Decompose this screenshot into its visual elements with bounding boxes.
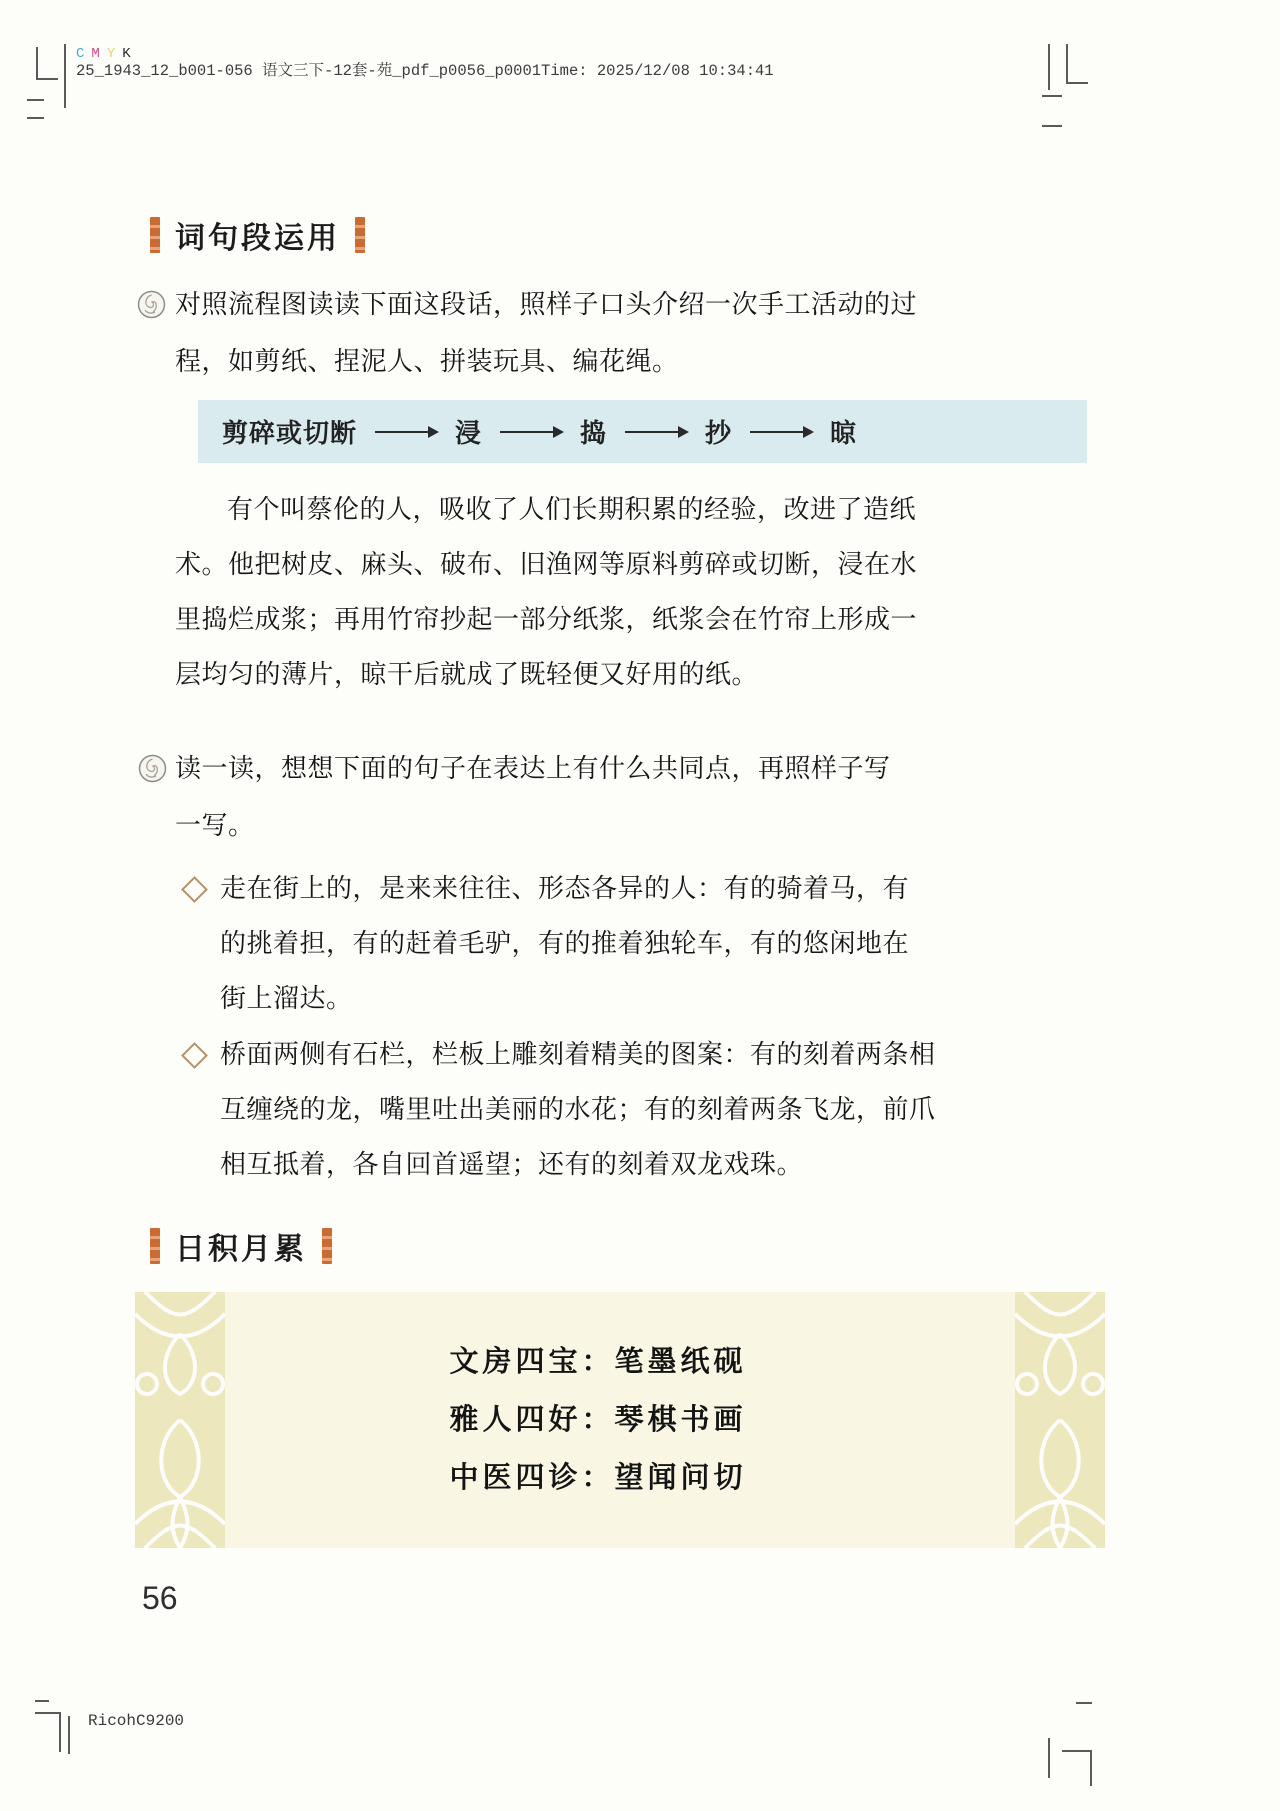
task1-text — [175, 276, 917, 390]
example-line: 桥面两侧有石栏，栏板上雕刻着精美的图案：有的刻着两条相 — [220, 1040, 936, 1069]
page-number: 56 — [142, 1580, 178, 1616]
example-line: 街上溜达。 — [220, 984, 353, 1013]
crop-mark — [27, 117, 44, 119]
example-line: 走在街上的，是来来往往、形态各异的人：有的骑着马，有 — [220, 874, 910, 903]
task2-line: 读一读，想想下面的句子在表达上有什么共同点，再照样子写 — [175, 754, 891, 783]
papermaking-flowchart — [198, 400, 1087, 463]
paragraph-line: 层均匀的薄片，晾干后就成了既轻便又好用的纸。 — [175, 660, 759, 689]
crop-mark — [35, 1700, 49, 1702]
crop-mark — [36, 47, 58, 80]
example-line: 的挑着担，有的赶着毛驴，有的推着独轮车，有的悠闲地在 — [220, 929, 910, 958]
crop-mark — [64, 44, 66, 108]
accumulation-line: 雅人四好：琴棋书画 — [449, 1404, 747, 1436]
accumulation-line: 文房四宝：笔墨纸砚 — [449, 1346, 747, 1378]
section-title-accumulation — [150, 1224, 332, 1268]
crop-mark — [1048, 1738, 1050, 1778]
cmyk-y: Y — [106, 46, 123, 62]
file-info-line: 25_1943_12_b001-056 语文三下-12套-苑_pdf_p0056_p0001Time: 2025/12/08 10:34:41 — [76, 62, 774, 80]
section-title-word-usage — [150, 213, 365, 257]
paragraph-line: 术。他把树皮、麻头、破布、旧渔网等原料剪碎或切断，浸在水 — [175, 550, 918, 579]
flow-step: 浸 — [455, 419, 483, 448]
cmyk-m: M — [91, 46, 107, 62]
printer-label: RicohC9200 — [88, 1712, 185, 1730]
cmyk-k: K — [122, 46, 138, 62]
title-bar-icon — [355, 217, 365, 253]
press-header — [76, 46, 774, 81]
diamond-bullet-icon — [181, 1042, 208, 1069]
paragraph-line: 里捣烂成浆；再用竹帘抄起一部分纸浆，纸浆会在竹帘上形成一 — [175, 605, 918, 634]
accumulation-text — [113, 1333, 1083, 1507]
cailun-paragraph — [175, 482, 917, 702]
section-title-text: 词句段运用 — [175, 222, 340, 255]
example-line: 互缠绕的龙，嘴里吐出美丽的水花；有的刻着两条飞龙，前爪 — [220, 1095, 936, 1124]
task2-text — [175, 740, 891, 854]
paragraph-line: 有个叫蔡伦的人，吸收了人们长期积累的经验，改进了造纸 — [227, 495, 917, 524]
crop-mark — [1066, 44, 1088, 84]
title-bar-icon — [322, 1228, 332, 1264]
accumulation-line: 中医四诊：望闻问切 — [449, 1462, 747, 1494]
title-bar-icon — [150, 1228, 160, 1264]
arrow-right-icon — [500, 431, 562, 433]
crop-mark — [27, 99, 44, 101]
crop-mark — [35, 1712, 61, 1752]
example-line: 相互抵着，各自回首遥望；还有的刻着双龙戏珠。 — [220, 1150, 804, 1179]
crop-mark — [1042, 125, 1062, 127]
flow-step: 剪碎或切断 — [222, 419, 358, 448]
example-sentence-2 — [220, 1027, 936, 1192]
ornament-bullet-icon — [137, 290, 166, 324]
cmyk-label — [76, 46, 774, 62]
arrow-right-icon — [625, 431, 687, 433]
example-sentence-1 — [220, 861, 909, 1026]
section-title-text: 日积月累 — [175, 1233, 307, 1266]
flow-step: 抄 — [705, 419, 733, 448]
crop-mark — [1042, 95, 1062, 97]
task2-line: 一写。 — [175, 811, 255, 840]
cmyk-c: C — [76, 46, 92, 62]
diamond-bullet-icon — [181, 876, 208, 903]
flow-step: 晾 — [830, 419, 858, 448]
task1-line: 程，如剪纸、捏泥人、拼装玩具、编花绳。 — [175, 347, 679, 376]
task1-line: 对照流程图读读下面这段话，照样子口头介绍一次手工活动的过 — [175, 290, 918, 319]
arrow-right-icon — [375, 431, 437, 433]
title-bar-icon — [150, 217, 160, 253]
accumulation-box — [135, 1292, 1105, 1548]
arrow-right-icon — [750, 431, 812, 433]
crop-mark — [1048, 44, 1050, 90]
flow-step: 捣 — [580, 419, 608, 448]
crop-mark — [1062, 1750, 1092, 1786]
crop-mark — [68, 1716, 70, 1754]
ornament-bullet-icon — [138, 754, 167, 788]
crop-mark — [1076, 1702, 1092, 1704]
